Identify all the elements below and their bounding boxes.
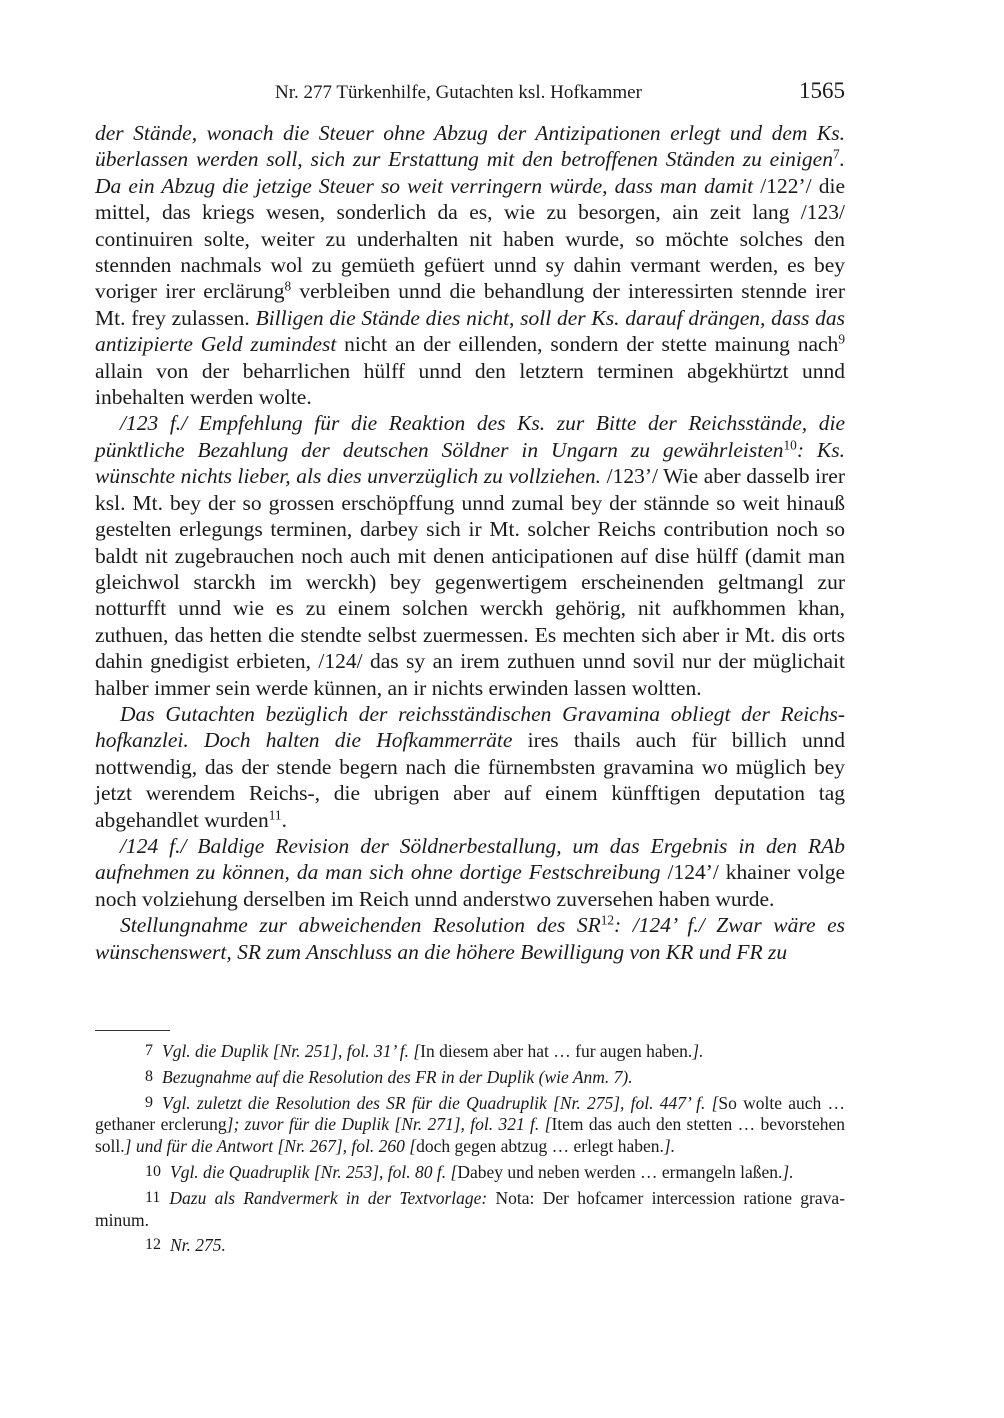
main-text bbox=[95, 120, 845, 965]
source-text: So wolte auch … gethaner erclerung bbox=[95, 1092, 845, 1135]
source-text: doch gegen abtzug … erlegt haben. bbox=[416, 1136, 664, 1157]
footnote-number: 9 bbox=[145, 1093, 153, 1111]
editorial-text: . Da ein Abzug die jetzige Steuer so weit verringern würde, dass man damit bbox=[95, 147, 845, 198]
footnotes bbox=[95, 1040, 845, 1260]
editorial-text: ]. bbox=[692, 1041, 704, 1061]
footnote-reference: 12 bbox=[600, 912, 615, 928]
source-text: /122’/ die mittel, das kriegs wesen, sonderlich da es, wie zu besorgen, ain zeit lang /123/ continuiren solte, weiter zu underhalten nit haben wurde, so möchte solches den stennden nachmals wol zu gemüeth gefüert unnd sy dahin vermant werden, es bey voriger irer erclärung bbox=[95, 173, 846, 304]
running-header bbox=[95, 78, 845, 108]
editorial-text: Bezugnahme auf die Resolution des FR in der Duplik (wie Anm. 7). bbox=[162, 1066, 633, 1087]
editorial-text: ]. bbox=[663, 1136, 676, 1157]
footnote-reference: 10 bbox=[783, 437, 797, 453]
footnote-number: 10 bbox=[145, 1162, 161, 1180]
paragraph-1 bbox=[95, 120, 845, 410]
editorial-text: ]. bbox=[782, 1161, 794, 1182]
source-text: Dabey und neben werden … ermangeln laßen. bbox=[457, 1161, 783, 1182]
footnote-10 bbox=[95, 1161, 845, 1184]
footnote-7 bbox=[95, 1040, 845, 1063]
footnote-number: 8 bbox=[145, 1067, 153, 1085]
footnote-reference: 8 bbox=[284, 279, 292, 295]
footnote-reference: 9 bbox=[838, 331, 845, 347]
editorial-text: Stellungnahme zur abweichenden Resolution des SR bbox=[120, 913, 601, 938]
source-text: . bbox=[281, 807, 287, 832]
editorial-text: /124 f./ Baldige Revision der Söldnerbestallung, um das Ergebnis in den RAb aufnehmen zu können, da man sich ohne dortige Festschreibung bbox=[95, 833, 845, 885]
editorial-text: Vgl. die Duplik [Nr. 251], fol. 31’ f. [ bbox=[162, 1041, 421, 1061]
editorial-text: Dazu als Randvermerk in der Textvorlage: bbox=[169, 1187, 488, 1208]
editorial-text: /123 f./ Empfehlung für die Reaktion des Ks. zur Bitte der Reichsstände, die pünktliche Bezahlung der deutschen Söldner in Ungarn zu gewährleisten bbox=[95, 411, 845, 462]
editorial-text: der Stände, wonach die Steuer ohne Abzug der Antizipationen erlegt und dem Ks. überlassen werden soll, sich zur Erstattung mit den betroffenen Ständen zu einigen bbox=[95, 121, 845, 172]
source-text: Nota: Der hofcamer intercession ratione gravaminum. bbox=[95, 1187, 846, 1230]
editorial-text: Vgl. zuletzt die Resolution des SR für die Quadruplik [Nr. 275], fol. 447’ f. [ bbox=[162, 1092, 719, 1113]
footnote-separator bbox=[95, 1030, 170, 1031]
footnote-8 bbox=[95, 1066, 845, 1089]
paragraph-3 bbox=[95, 701, 845, 833]
editorial-text: Vgl. die Quadruplik [Nr. 253], fol. 80 f. [ bbox=[170, 1161, 458, 1182]
footnote-12 bbox=[95, 1234, 845, 1257]
running-title: Nr. 277 Türkenhilfe, Gutachten ksl. Hofkammer bbox=[275, 82, 642, 103]
editorial-text: Das Gutachten bezüglich der reichsständischen Gravamina obliegt der Reichshofkanzlei. Doch halten die Hofkammerräte bbox=[95, 701, 845, 753]
editorial-text: ] und für die Antwort [Nr. 267], fol. 260 [ bbox=[124, 1136, 417, 1157]
page-number: 1565 bbox=[799, 78, 845, 103]
editorial-text: : Ks. wünschte nichts lieber, als dies unverzüglich zu vollziehen. bbox=[95, 437, 846, 489]
editorial-text: ]; zuvor für die Duplik [Nr. 271], fol. 321 f. [ bbox=[226, 1114, 552, 1135]
footnote-9 bbox=[95, 1092, 845, 1158]
footnote-number: 11 bbox=[145, 1188, 161, 1206]
footnote-number: 12 bbox=[145, 1236, 161, 1254]
footnote-11 bbox=[95, 1187, 845, 1232]
source-text: allain von der beharrlichen hülff unnd den letztern terminen abgekhürtzt unnd inbehalten werden wolte. bbox=[95, 358, 845, 410]
source-text: verbleiben unnd die behandlung der interessirten stennde irer Mt. frey zulassen. bbox=[95, 279, 845, 330]
paragraph-5 bbox=[95, 912, 845, 965]
source-text: In diesem aber hat … fur augen haben. bbox=[420, 1041, 693, 1061]
source-text: /124’/ khainer volge noch volziehung derselben im Reich unnd anderstwo zuversehen haben wurde. bbox=[95, 860, 846, 911]
footnote-reference: 7 bbox=[832, 147, 840, 163]
source-text: ires thails auch für billich unnd nottwendig, das der stende begern nach die fürnembsten gravamina wo müglich bey jetzt werendem Reichs-, die ubrigen aber auf einem künfftigen deputation tag abgehandlet wurden bbox=[95, 728, 845, 832]
source-text: Item das auch den stetten … bevorstehen soll. bbox=[95, 1114, 845, 1157]
paragraph-4 bbox=[95, 833, 845, 912]
editorial-text: Billigen die Stände dies nicht, soll der Ks. darauf drängen, dass das antizipierte Geld zumindest bbox=[95, 305, 845, 357]
paragraph-2 bbox=[95, 410, 845, 700]
footnote-number: 7 bbox=[145, 1042, 153, 1059]
editorial-text: Nr. 275. bbox=[170, 1235, 226, 1256]
source-text: /123’/ Wie aber dasselb irer ksl. Mt. bey der so grossen erschöpffung unnd zumal bey der stännde so weit hinauß gestelten erlegungs terminen, darbey sich ir Mt. solcher Reichs contribution noch so baldt nit zugebrauchen noch auch mit denen anticipationen auf dise hülff (damit man gleichwol starckh im werckh) bey gegenwertigem erscheinenden geltmangl zur notturfft unnd wie es zu einem solchen werckh gehörig, nit aufkhommen khan, zuthuen, das hetten die stendte selbst zuermessen. Es mechten sich aber ir Mt. dis orts dahin gnedigist erbieten, /124/ das sy an irem zuthuen unnd sovil nur der müglichait halber immer sein werde künnen, an ir nichts erwinden lassen woltten. bbox=[95, 464, 846, 700]
editorial-text: : /124’ f./ Zwar wäre es wünschenswert, SR zum Anschluss an die höhere Bewilligung von KR und FR zu bbox=[95, 913, 845, 964]
source-text: nicht an der eillenden, sondern der stette mainung nach bbox=[336, 332, 839, 357]
footnote-reference: 11 bbox=[268, 807, 282, 823]
